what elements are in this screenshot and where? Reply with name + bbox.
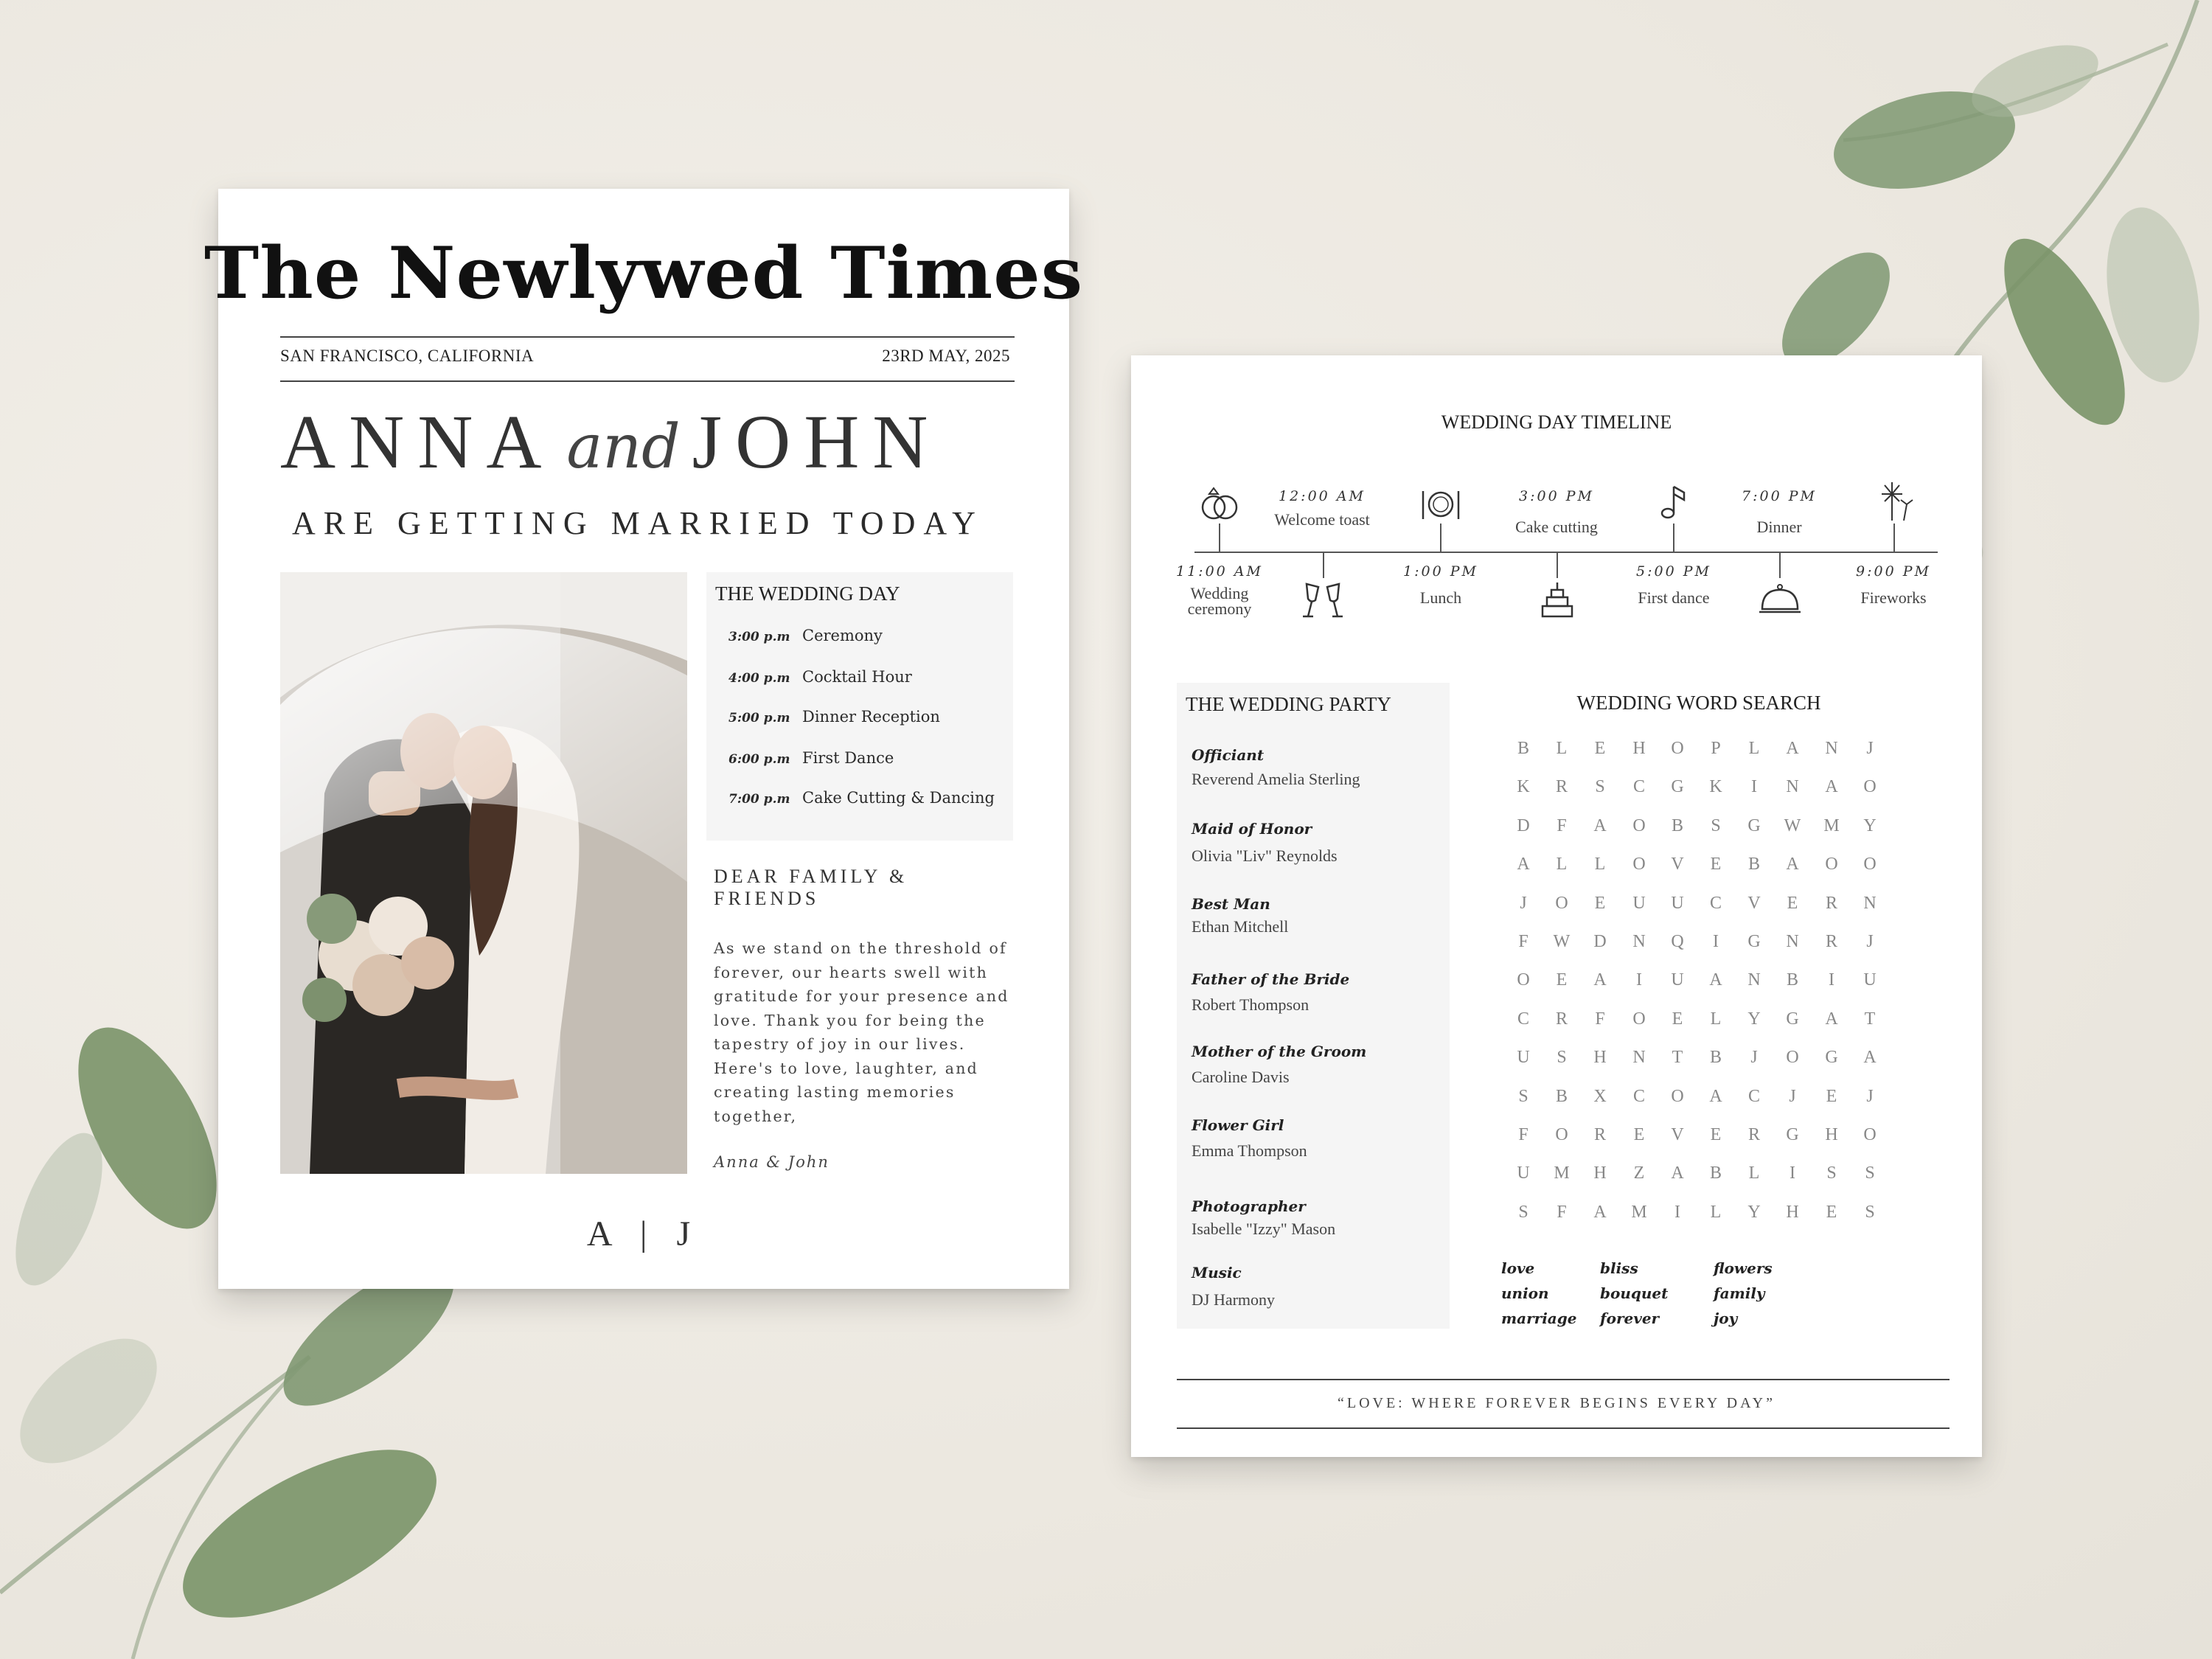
word-search-letter: H — [1593, 1164, 1607, 1183]
word-search-letter: N — [1632, 932, 1646, 951]
word-search-letter: D — [1593, 932, 1607, 951]
wedding-party-panel — [1177, 683, 1450, 1329]
word-search-letter: B — [1747, 855, 1760, 874]
word-search-letter: L — [1556, 739, 1568, 758]
schedule-row — [728, 789, 995, 807]
word-search-letter: O — [1632, 816, 1646, 835]
music-note-icon — [1650, 479, 1697, 526]
schedule-time: 7:00 p.m — [728, 792, 790, 807]
word-search-letter: L — [1748, 739, 1760, 758]
top-rule — [280, 336, 1015, 338]
word-search-letter: S — [1865, 1164, 1875, 1183]
word-search-letter: W — [1553, 932, 1571, 951]
timeline-title: WEDDING DAY TIMELINE — [1441, 411, 1672, 433]
word-search-letter: F — [1518, 932, 1528, 951]
timeline-time: 3:00 PM — [1519, 488, 1594, 504]
word-search-letter: F — [1557, 1203, 1567, 1222]
timeline-label: Dinner — [1756, 518, 1802, 536]
wedding-day-schedule — [706, 572, 1013, 841]
rings-icon — [1196, 479, 1243, 526]
word-search-letter: E — [1556, 970, 1568, 990]
word-search-letter: J — [1866, 1087, 1874, 1106]
word-search-letter: E — [1710, 1125, 1722, 1144]
timeline-label: Cake cutting — [1515, 518, 1598, 536]
word-search-letter: U — [1671, 894, 1684, 913]
word-search-letter: I — [1674, 1203, 1680, 1222]
word-list-item: marriage — [1501, 1310, 1577, 1327]
word-search-letter: O — [1863, 855, 1877, 874]
word-search-letter: M — [1631, 1203, 1647, 1222]
word-search-letter: G — [1747, 932, 1761, 951]
word-search-letter: E — [1672, 1009, 1683, 1029]
word-search-letter: O — [1555, 1125, 1568, 1144]
timeline-time: 12:00 AM — [1279, 488, 1366, 504]
word-search-letter: I — [1829, 970, 1834, 990]
timeline-axis — [1194, 552, 1938, 553]
word-search-letter: C — [1632, 777, 1645, 796]
word-search-letter: S — [1826, 1164, 1837, 1183]
word-search-letter: N — [1786, 777, 1799, 796]
schedule-event: Cake Cutting & Dancing — [802, 789, 995, 807]
word-search-letter: T — [1672, 1048, 1683, 1067]
word-search-letter: V — [1671, 855, 1684, 874]
timeline-tick — [1440, 524, 1441, 552]
timeline-tick — [1673, 524, 1674, 552]
groom-name: JOHN — [692, 400, 942, 484]
word-search-letter: Y — [1747, 1009, 1761, 1029]
newspaper-page — [204, 189, 1084, 1289]
word-search-letter: O — [1555, 894, 1568, 913]
word-search-letter: E — [1594, 739, 1606, 758]
word-search-letter: A — [1786, 855, 1799, 874]
schedule-time: 4:00 p.m — [728, 671, 790, 686]
party-name: Reverend Amelia Sterling — [1192, 770, 1360, 788]
party-name: Olivia "Liv" Reynolds — [1192, 846, 1338, 865]
word-search-letter: C — [1632, 1087, 1645, 1106]
party-name: DJ Harmony — [1192, 1290, 1276, 1309]
letter-heading: DEAR FAMILY & FRIENDS — [714, 866, 908, 909]
party-title: THE WEDDING PARTY — [1186, 693, 1391, 715]
word-list-item: love — [1501, 1259, 1535, 1277]
word-search-letter: T — [1864, 1009, 1876, 1029]
word-search-letter: N — [1863, 894, 1877, 913]
word-search-letter: H — [1632, 739, 1646, 758]
party-name: Ethan Mitchell — [1192, 917, 1289, 936]
schedule-row — [728, 749, 894, 767]
word-search-letter: A — [1825, 777, 1838, 796]
word-search-letter: E — [1594, 894, 1606, 913]
letter-signature: Anna & John — [714, 1153, 830, 1171]
party-name: Robert Thompson — [1192, 995, 1310, 1014]
word-search-letter: U — [1671, 970, 1684, 990]
word-search-letter: U — [1632, 894, 1646, 913]
word-search-letter: F — [1595, 1009, 1605, 1029]
word-search-letter: V — [1747, 894, 1761, 913]
word-search-letter: E — [1826, 1203, 1837, 1222]
word-search-letter: G — [1786, 1009, 1799, 1029]
word-list-item: family — [1714, 1284, 1765, 1302]
word-search-letter: Y — [1747, 1203, 1761, 1222]
word-search-letter: A — [1786, 739, 1799, 758]
word-search-letter: X — [1593, 1087, 1607, 1106]
word-search-letter: J — [1866, 932, 1874, 951]
timeline-time: 11:00 AM — [1176, 563, 1263, 580]
party-role: Best Man — [1192, 895, 1270, 913]
word-search-letter: N — [1825, 739, 1838, 758]
word-search-letter: A — [1593, 970, 1607, 990]
word-search-letter: R — [1593, 1125, 1606, 1144]
schedule-event: Dinner Reception — [802, 708, 940, 726]
word-search-letter: S — [1865, 1203, 1875, 1222]
word-search-letter: O — [1632, 855, 1646, 874]
timeline-tick — [1219, 524, 1220, 552]
word-search-letter: A — [1671, 1164, 1684, 1183]
word-search-letter: N — [1786, 932, 1799, 951]
word-search-letter: B — [1555, 1087, 1568, 1106]
party-role: Flower Girl — [1192, 1116, 1284, 1134]
word-search-letter: C — [1709, 894, 1722, 913]
plate-cutlery-icon — [1417, 479, 1464, 526]
word-list-item: bouquet — [1600, 1284, 1669, 1302]
word-search-letter: I — [1751, 777, 1757, 796]
word-search-letter: U — [1517, 1048, 1530, 1067]
word-search-letter: O — [1671, 739, 1684, 758]
word-search-letter: E — [1633, 1125, 1645, 1144]
schedule-event: Cocktail Hour — [802, 668, 912, 686]
word-list-item: union — [1501, 1284, 1549, 1302]
timeline-label: Welcome toast — [1274, 510, 1370, 529]
word-search-letter: A — [1863, 1048, 1877, 1067]
schedule-event: First Dance — [802, 749, 894, 767]
word-list-item: flowers — [1714, 1259, 1773, 1277]
timeline-label: Lunch — [1419, 588, 1462, 607]
party-role: Music — [1192, 1264, 1242, 1281]
word-search-letter: V — [1671, 1125, 1684, 1144]
word-search-letter: B — [1671, 816, 1683, 835]
word-search-letter: R — [1555, 1009, 1568, 1029]
word-search-letter: B — [1709, 1048, 1722, 1067]
word-search-letter: K — [1709, 777, 1722, 796]
timeline-time: 5:00 PM — [1636, 563, 1711, 580]
schedule-row — [728, 708, 940, 726]
word-search-letter: C — [1517, 1009, 1529, 1029]
word-search-letter: Y — [1863, 816, 1877, 835]
word-search-letter: O — [1632, 1009, 1646, 1029]
timeline-tick — [1779, 553, 1781, 578]
party-name: Emma Thompson — [1192, 1141, 1307, 1160]
party-role: Father of the Bride — [1192, 970, 1350, 988]
word-search-letter: R — [1555, 777, 1568, 796]
word-search-letter: A — [1517, 855, 1530, 874]
word-search-letter: Z — [1633, 1164, 1645, 1183]
word-search-letter: L — [1594, 855, 1606, 874]
word-search-letter: I — [1713, 932, 1719, 951]
word-search-letter: D — [1517, 816, 1530, 835]
bride-name: ANNA — [280, 400, 555, 484]
word-search-letter: O — [1863, 777, 1877, 796]
word-search-letter: J — [1789, 1087, 1796, 1106]
word-search-letter: A — [1709, 970, 1722, 990]
word-search-letter: L — [1556, 855, 1568, 874]
word-search-letter: L — [1748, 1164, 1760, 1183]
word-list-item: joy — [1714, 1310, 1738, 1327]
word-search-letter: B — [1709, 1164, 1722, 1183]
letter-body: As we stand on the threshold of forever, our hearts swell with gratitude for your presence and love. Thank you for being the tapestry of joy in our lives. Here's to love, laughter, and creating lasting memories together, — [714, 939, 1009, 1125]
word-search-letter: E — [1826, 1087, 1837, 1106]
bottom-rule — [280, 380, 1015, 382]
schedule-row — [728, 668, 912, 686]
party-name: Isabelle "Izzy" Mason — [1192, 1220, 1336, 1238]
timeline-tick — [1557, 553, 1558, 578]
word-search-letter: E — [1787, 894, 1798, 913]
word-search-letter: R — [1825, 932, 1837, 951]
timeline-time: 1:00 PM — [1403, 563, 1478, 580]
word-search-letter: H — [1593, 1048, 1607, 1067]
word-search-letter: G — [1786, 1125, 1799, 1144]
schedule-time: 5:00 p.m — [728, 711, 790, 726]
word-search-letter: H — [1825, 1125, 1838, 1144]
word-search-letter: A — [1593, 816, 1607, 835]
location-text: SAN FRANCISCO, CALIFORNIA — [280, 347, 535, 365]
word-search-letter: B — [1786, 970, 1798, 990]
timeline-label: Wedding ceremony — [1187, 584, 1252, 618]
party-role: Maid of Honor — [1192, 820, 1312, 838]
word-search-letter: U — [1517, 1164, 1530, 1183]
word-search-letter: C — [1747, 1087, 1760, 1106]
party-role: Officiant — [1192, 746, 1265, 764]
word-search-title: WEDDING WORD SEARCH — [1576, 692, 1821, 714]
word-search-letter: G — [1671, 777, 1684, 796]
word-search-letter: S — [1711, 816, 1721, 835]
couple-kiss-illustration — [280, 572, 687, 1174]
word-search-letter: A — [1825, 1009, 1838, 1029]
word-list-item: forever — [1600, 1310, 1660, 1327]
activity-page — [1131, 355, 1982, 1457]
word-search-letter: R — [1747, 1125, 1760, 1144]
headline-tagline: ARE GETTING MARRIED TODAY — [292, 505, 984, 541]
schedule-event: Ceremony — [802, 627, 883, 644]
word-search-letter: R — [1825, 894, 1837, 913]
word-search-letter: N — [1632, 1048, 1646, 1067]
timeline-tick — [1323, 553, 1324, 578]
word-search-letter: O — [1517, 970, 1530, 990]
word-search-letter: G — [1747, 816, 1761, 835]
word-search-letter: S — [1518, 1087, 1528, 1106]
couple-photo — [280, 572, 687, 1174]
word-search-letter: E — [1710, 855, 1722, 874]
word-search-letter: L — [1710, 1009, 1722, 1029]
word-search-letter: W — [1784, 816, 1801, 835]
word-search-letter: N — [1747, 970, 1761, 990]
word-search-letter: O — [1863, 1125, 1877, 1144]
word-search-letter: O — [1786, 1048, 1799, 1067]
word-search-letter: I — [1636, 970, 1642, 990]
word-search-letter: O — [1825, 855, 1838, 874]
schedule-row — [728, 627, 883, 644]
monogram: A | J — [586, 1214, 701, 1253]
word-search-letter: M — [1554, 1164, 1570, 1183]
party-role: Mother of the Groom — [1192, 1043, 1367, 1060]
word-search-letter: J — [1750, 1048, 1758, 1067]
dateline — [280, 347, 1010, 366]
word-search-letter: O — [1671, 1087, 1684, 1106]
word-search-letter: F — [1518, 1125, 1528, 1144]
word-search-letter: J — [1866, 739, 1874, 758]
word-search-letter: I — [1790, 1164, 1795, 1183]
timeline-label: Fireworks — [1860, 588, 1927, 607]
word-search-letter: U — [1863, 970, 1877, 990]
word-search-letter: B — [1517, 739, 1529, 758]
fireworks-icon — [1871, 478, 1919, 525]
word-search-letter: S — [1557, 1048, 1567, 1067]
timeline-time: 7:00 PM — [1742, 488, 1817, 504]
cloche-icon — [1756, 577, 1804, 624]
word-list-item: bliss — [1600, 1259, 1638, 1277]
timeline-label: First dance — [1638, 588, 1710, 607]
word-search-letter: A — [1709, 1087, 1722, 1106]
word-search-letter: L — [1710, 1203, 1722, 1222]
champagne-glasses-icon — [1299, 577, 1346, 624]
date-text: 23RD MAY, 2025 — [882, 347, 1010, 365]
word-search-letter: J — [1520, 894, 1527, 913]
word-search-letter: P — [1711, 739, 1721, 758]
word-search-letter: S — [1518, 1203, 1528, 1222]
masthead-title: The Newlywed Times — [204, 232, 1084, 315]
party-name: Caroline Davis — [1192, 1068, 1290, 1086]
and-script: and — [566, 412, 681, 482]
party-role: Photographer — [1192, 1197, 1306, 1215]
word-search-letter: A — [1593, 1203, 1607, 1222]
quote-top-rule — [1177, 1379, 1950, 1380]
word-search-letter: M — [1823, 816, 1840, 835]
word-search-letter: K — [1517, 777, 1530, 796]
cake-icon — [1534, 577, 1581, 624]
word-search-letter: G — [1825, 1048, 1838, 1067]
word-search-letter: F — [1557, 816, 1567, 835]
word-search-letter: Q — [1671, 932, 1684, 951]
timeline-time: 9:00 PM — [1856, 563, 1931, 580]
timeline-tick — [1893, 524, 1895, 552]
schedule-time: 3:00 p.m — [728, 630, 790, 644]
word-search-letter: H — [1786, 1203, 1799, 1222]
couple-names — [280, 398, 1025, 486]
quote-bottom-rule — [1177, 1427, 1950, 1429]
word-search-letter: S — [1595, 777, 1605, 796]
closing-quote: “LOVE: WHERE FOREVER BEGINS EVERY DAY” — [1337, 1395, 1776, 1411]
schedule-title: THE WEDDING DAY — [715, 582, 900, 605]
schedule-time: 6:00 p.m — [728, 752, 790, 767]
